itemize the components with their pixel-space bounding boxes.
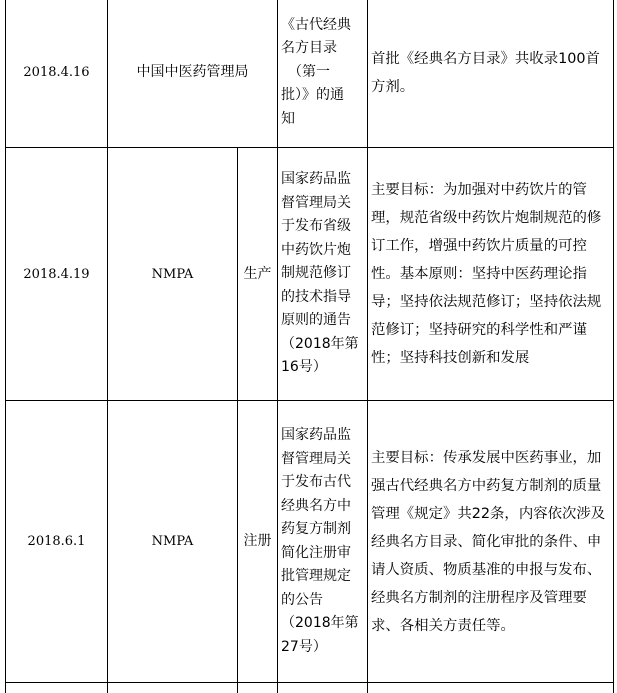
table-row <box>6 683 614 693</box>
org-cell: NMPA <box>108 401 238 683</box>
description-cell: 主要目标：传承发展中医药事业，加强古代经典名方中药复方制剂的质量管理《规定》共22条，内容依次涉及经典名方目录、简化审批的条件、申请人资质、物质基准的申报与发布、经典名方制剂的注册程序及管理要求、各相关方责任等。 <box>368 401 614 683</box>
title-cell: 国家药品监 督管理局关 于发布古代 经典名方中 药复方制剂 简化注册审 批管理规定 的公告 （2018年第 27号） <box>278 401 368 683</box>
description-cell: 主要目标：为加强对中药饮片的管理，规范省级中药饮片炮制规范的修订工作，增强中药饮片质量的可控性。基本原则：坚持中医药理论指导；坚持依法规范修订；坚持依法规范修订；坚持研究的科学性和严谨性；坚持科技创新和发展 <box>368 148 614 401</box>
table-row <box>6 401 614 683</box>
empty-cell <box>108 683 238 693</box>
empty-cell <box>368 683 614 693</box>
table-row <box>6 0 614 148</box>
empty-cell <box>278 683 368 693</box>
table-row <box>6 148 614 401</box>
org-cell: 中国中医药管理局 <box>108 0 278 148</box>
date-cell: 2018.6.1 <box>6 401 108 683</box>
date-cell: 2018.4.16 <box>6 0 108 148</box>
regulation-table <box>5 0 614 693</box>
description-cell: 首批《经典名方目录》共收录100首方剂。 <box>368 0 614 148</box>
date-cell: 2018.4.19 <box>6 148 108 401</box>
empty-cell <box>238 683 278 693</box>
category-cell: 注册 <box>238 401 278 683</box>
empty-cell <box>6 683 108 693</box>
category-cell: 生产 <box>238 148 278 401</box>
org-cell: NMPA <box>108 148 238 401</box>
title-cell: 《古代经典 名方目录 （第一 批）》的通 知 <box>278 0 368 148</box>
title-cell: 国家药品监 督管理局关 于发布省级 中药饮片炮 制规范修订 的技术指导 原则的通告 （2018年第 16号） <box>278 148 368 401</box>
